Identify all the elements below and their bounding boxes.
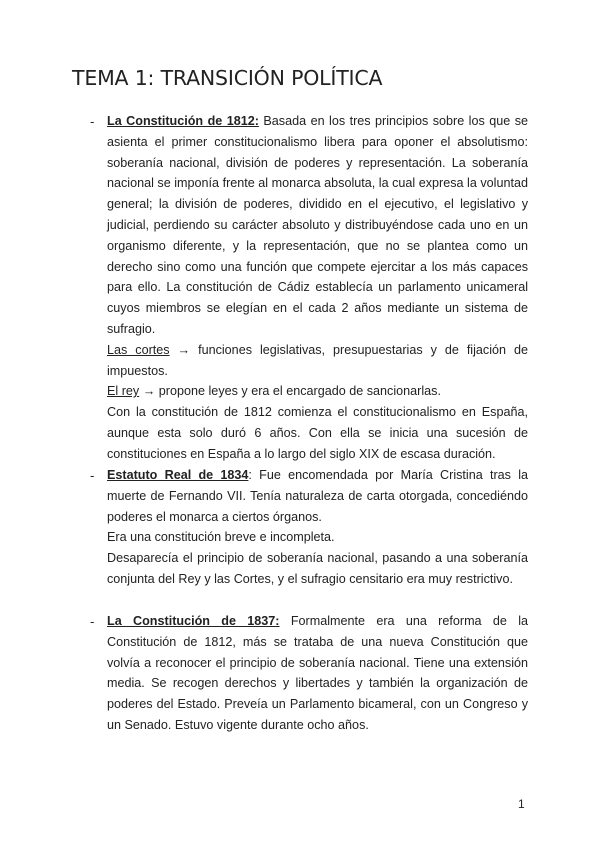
section-estatuto-real-1834 <box>90 465 528 590</box>
section-paragraph <box>107 465 528 527</box>
section-text: Formalmente era una reforma de la Constitución de 1812, más se trataba de una nueva Constitución que volvía a reconocer el principio de soberanía nacional. Tiene una extensión media. Se recogen derechos y libertades y también la organización de poderes del Estado. Preveía un Parlamento bicameral, con un Congreso y un Senado. Estuvo vigente durante ocho años. <box>107 614 529 732</box>
section-line: Desaparecía el principio de soberanía nacional, pasando a una soberanía conjunta del Rey y las Cortes, y el sufragio censitario era muy restrictivo. <box>107 551 528 586</box>
section-closing: Con la constitución de 1812 comienza el constitucionalismo en España, aunque esta solo duró 6 años. Con ella se inicia una sucesión de constituciones en España a lo largo del siglo XIX de escasa duración. <box>107 405 528 461</box>
rey-label: El rey <box>107 384 140 399</box>
page-title: TEMA 1: TRANSICIÓN POLÍTICA <box>72 66 383 90</box>
rey-line <box>107 381 528 402</box>
bullet-marker: - <box>90 614 95 629</box>
page-number: 1 <box>518 797 525 811</box>
section-paragraph <box>107 111 528 340</box>
cortes-text: → funciones legislativas, presupuestarias y de fijación de impuestos. <box>107 342 528 378</box>
section-paragraph <box>107 611 528 736</box>
section-line: Era una constitución breve e incompleta. <box>107 530 335 545</box>
section-constitucion-1812 <box>90 111 528 465</box>
section-heading: La Constitución de 1812: <box>107 114 259 128</box>
section-constitucion-1837 <box>90 611 528 736</box>
section-text: Basada en los tres principios sobre los que se asienta el primer constitucionalismo libera para oponer el absolutismo: soberanía nacional, división de poderes y representación. La soberanía nacional se imponía frente al monarca absoluta, la cual expresa la voluntad general; la división de poderes, dividido en el ejecutivo, el legislativo y judicial, perdiendo su carácter absoluto y distribuyéndose cada uno en un organismo diferente, y la representación, que no se plantea como un derecho sino como una función que compete ejercitar a los más capaces para ello. La constitución de Cádiz establecía un parlamento unicameral cuyos miembros se elegían en el cada 2 años mediante un sistema de sufragio. <box>107 114 528 336</box>
section-heading: Estatuto Real de 1834 <box>107 468 249 482</box>
section-heading: La Constitución de 1837: <box>107 614 280 628</box>
rey-text: → propone leyes y era el encargado de sancionarlas. <box>139 384 441 399</box>
bullet-marker: - <box>90 114 95 129</box>
bullet-marker: - <box>90 468 95 483</box>
cortes-label: Las cortes <box>107 342 170 357</box>
section-text: : Fue encomendada por María Cristina tras la muerte de Fernando VII. Tenía naturaleza de carta otorgada, concediéndo poderes el monarca a ciertos órganos. <box>107 468 529 524</box>
cortes-line <box>107 340 528 382</box>
